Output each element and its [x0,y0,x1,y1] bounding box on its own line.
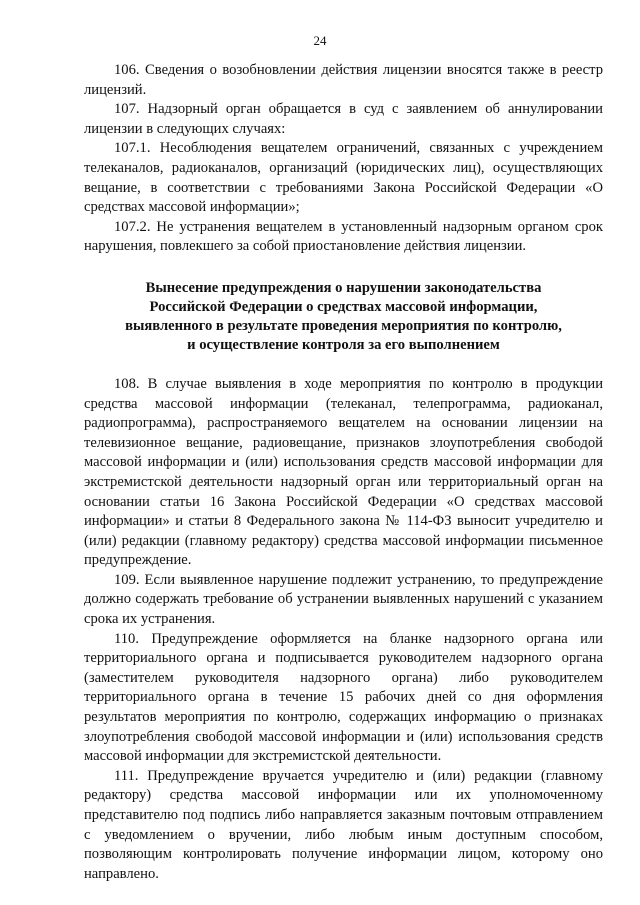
section-heading-line: Российской Федерации о средствах массовой информации, [149,298,538,315]
paragraph-107-2: 107.2. Не устранения вещателем в установленный надзорным органом срок нарушения, повлекшего за собой приостановление действия лицензии. [84,218,603,255]
paragraph-110: 110. Предупреждение оформляется на бланке надзорного органа или территориального органа и подписывается руководителем надзорного органа (заместителем руководителя надзорного органа) либо руководителем территориального органа в течение 15 рабочих дней со дня оформления результатов мероприятия по контролю, содержащих информацию о признаках злоупотребления свободой массовой информации и (или) использования средств массовой информации для экстремистской деятельности. [84,630,603,765]
paragraph-111: 111. Предупреждение вручается учредителю и (или) редакции (главному редактору) средства массовой информации или их уполномоченному представителю под подпись либо направляется заказным почтовым отправлением с уведомлением о вручении, либо любым иным доступным способом, позволяющим контролировать получение информации лицом, которому оно направлено. [84,767,603,882]
paragraph-106: 106. Сведения о возобновлении действия лицензии вносятся также в реестр лицензий. [84,62,603,98]
paragraph-108: 108. В случае выявления в ходе мероприятия по контролю в продукции средства массовой информации (телеканал, телепрограмма, радиоканал, радиопрограмма), распространяемого вещателем на основании лицензии на телевизионное вещание, радиовещание, признаков злоупотребления свободой массовой информации и (или) использования средств массовой информации для экстремистской деятельности надзорный орган или территориальный орган на основании статьи 16 Закона Российской Федерации «О средствах массовой информации» и статьи 8 Федерального закона № 114-ФЗ выносит учредителю и (или) редакции (главному редактору) средства массовой информации письменное предупреждение. [84,375,603,569]
document-body [84,61,603,884]
section-body [84,375,603,884]
paragraph-107-1: 107.1. Несоблюдения вещателем ограничений, связанных с учреждением телеканалов, радиоканалов, организаций (юридических лиц), осуществляющих вещание, в соответствии с требованиями Закона Российской Федерации «О средствах массовой информации»; [84,140,603,216]
section-heading-line: Вынесение предупреждения о нарушении законодательства [145,279,542,296]
section-heading-line: и осуществление контроля за его выполнением [187,336,500,353]
page-number: 24 [313,33,327,48]
section-heading-line: выявленного в результате проведения мероприятия по контролю, [125,317,562,334]
section-heading [84,279,603,355]
paragraph-109: 109. Если выявленное нарушение подлежит устранению, то предупреждение должно содержать требование об устранении выявленных нарушений с указанием срока их устранения. [84,571,603,628]
paragraph-107: 107. Надзорный орган обращается в суд с заявлением об аннулировании лицензии в следующих случаях: [84,101,603,137]
